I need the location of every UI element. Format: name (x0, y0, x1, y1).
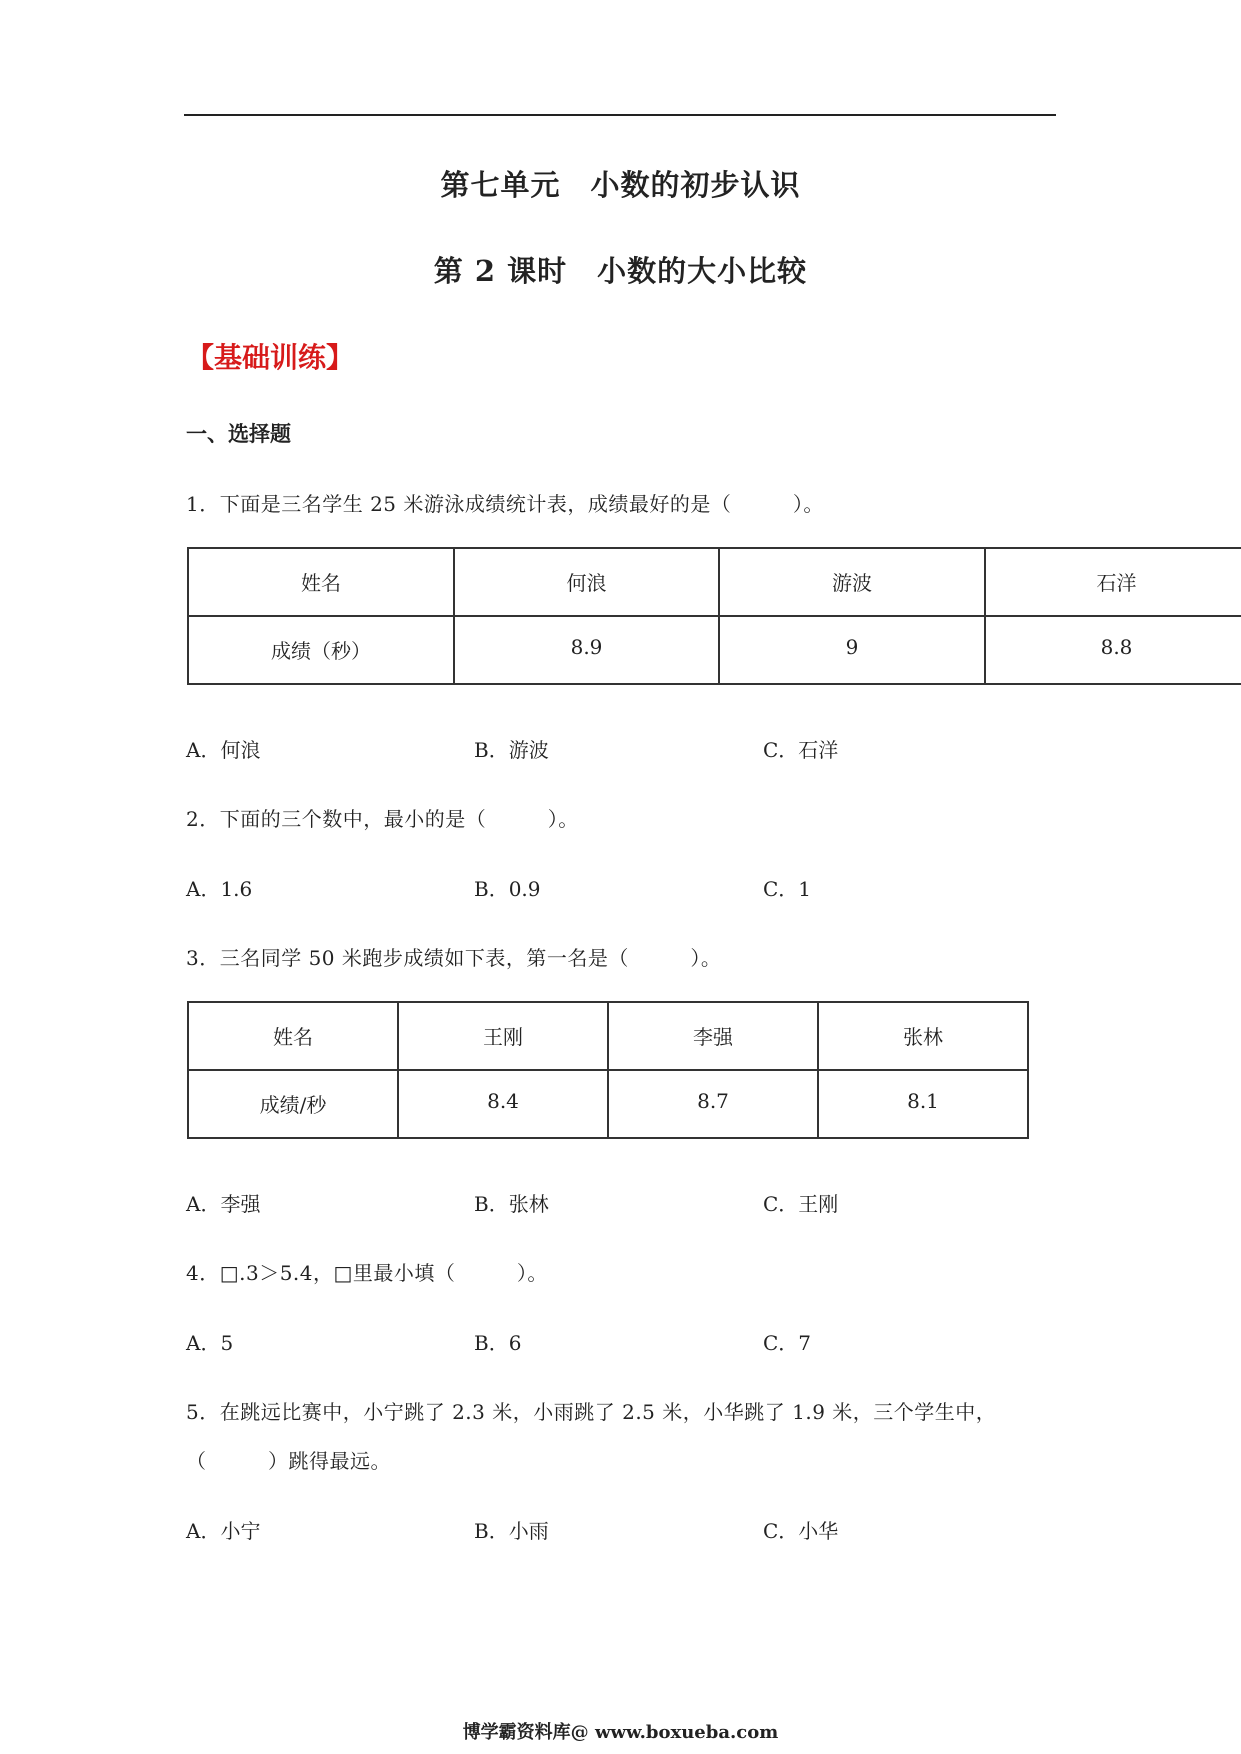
question-4-text: 4．□.3＞5.4，□里最小填（ ）。 (186, 1261, 548, 1285)
option-b: B．游波 (474, 738, 549, 762)
table-cell: 9 (719, 616, 985, 684)
option-a: A．何浪 (186, 738, 261, 762)
option-b: B．0.9 (474, 877, 541, 901)
table-row (188, 548, 1241, 616)
table-cell: 成绩/秒 (188, 1070, 398, 1138)
table-cell: 何浪 (454, 548, 719, 616)
option-c: C．1 (763, 877, 812, 901)
option-a: A．5 (186, 1331, 234, 1355)
table-row (188, 1002, 1028, 1070)
question-5-options (186, 1515, 986, 1543)
lesson-title-name: 小数的大小比较 (597, 254, 808, 288)
question-1-table (187, 547, 1241, 685)
table-cell: 李强 (608, 1002, 818, 1070)
option-c: C．石洋 (763, 738, 839, 762)
option-a: A．1.6 (186, 877, 253, 901)
table-cell: 8.7 (608, 1070, 818, 1138)
subsection-label: 一、选择题 (186, 421, 291, 446)
table-cell: 姓名 (188, 548, 454, 616)
question-3-text: 3．三名同学 50 米跑步成绩如下表，第一名是（ ）。 (186, 946, 722, 970)
table-cell: 成绩（秒） (188, 616, 454, 684)
unit-title (0, 163, 1241, 204)
question-4-options (186, 1327, 986, 1355)
option-b: B．张林 (474, 1192, 549, 1216)
section-label: 【基础训练】 (186, 341, 355, 374)
question-1-text: 1．下面是三名学生 25 米游泳成绩统计表，成绩最好的是（ ）。 (186, 492, 824, 516)
table-cell: 8.9 (454, 616, 719, 684)
question-5-text: 5．在跳远比赛中，小宁跳了 2.3 米，小雨跳了 2.5 米，小华跳了 1.9 米，三个学生中， (186, 1400, 997, 1424)
question-2-text: 2．下面的三个数中，最小的是（ ）。 (186, 807, 579, 831)
header-rule (184, 114, 1056, 116)
unit-title-number: 第七单元 (440, 168, 561, 202)
unit-title-name: 小数的初步认识 (590, 168, 801, 202)
table-cell: 姓名 (188, 1002, 398, 1070)
table-cell: 游波 (719, 548, 985, 616)
option-c: C．7 (763, 1331, 812, 1355)
option-c: C．王刚 (763, 1192, 839, 1216)
option-a: A．小宁 (186, 1519, 261, 1543)
lesson-title (0, 249, 1241, 290)
option-b: B．小雨 (474, 1519, 549, 1543)
table-row (188, 616, 1241, 684)
option-c: C．小华 (763, 1519, 839, 1543)
question-3-table (187, 1001, 1029, 1139)
table-cell: 张林 (818, 1002, 1028, 1070)
option-a: A．李强 (186, 1192, 261, 1216)
table-cell: 石洋 (985, 548, 1241, 616)
question-5-text-line2: （ ）跳得最远。 (186, 1449, 391, 1473)
table-cell: 王刚 (398, 1002, 608, 1070)
table-row (188, 1070, 1028, 1138)
table-cell: 8.4 (398, 1070, 608, 1138)
footer-watermark: 博学霸资料库@ www.boxueba.com (462, 1722, 779, 1743)
question-3-options (186, 1188, 986, 1216)
table-cell: 8.8 (985, 616, 1241, 684)
table-cell: 8.1 (818, 1070, 1028, 1138)
question-2-options (186, 873, 986, 901)
option-b: B．6 (474, 1331, 522, 1355)
question-1-options (186, 734, 986, 762)
lesson-title-number: 第 2 课时 (433, 254, 568, 288)
